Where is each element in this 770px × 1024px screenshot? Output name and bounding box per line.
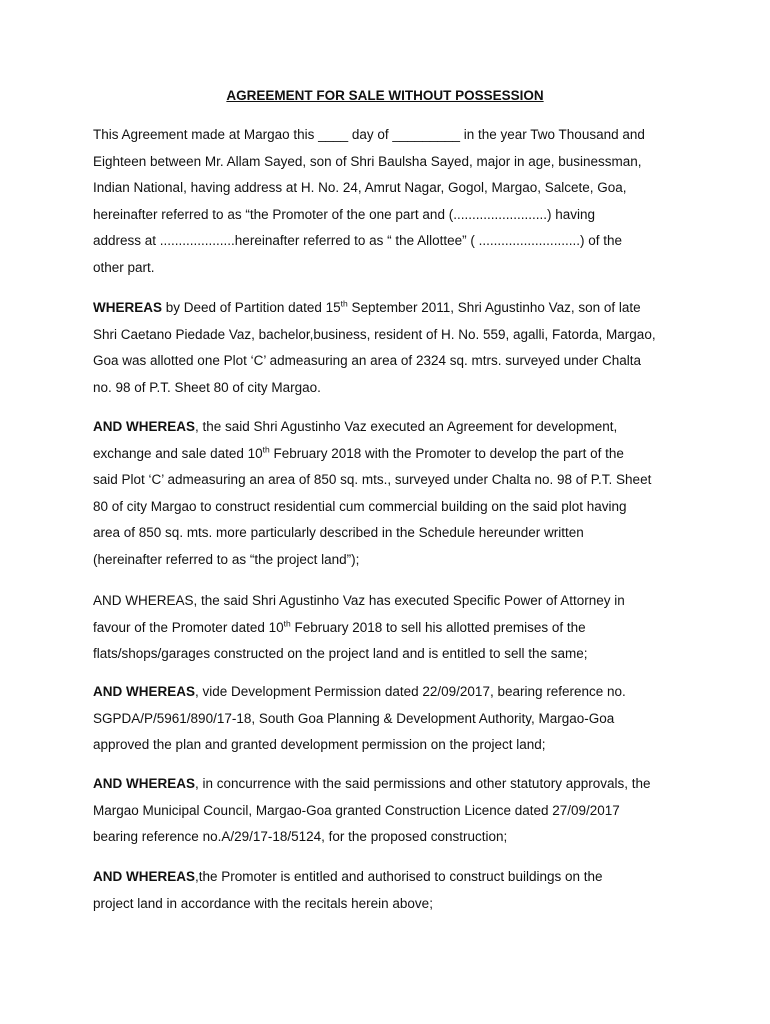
text-line: other part.: [93, 259, 155, 275]
ordinal-suffix: th: [283, 618, 291, 629]
text-line: Indian National, having address at H. No. 24, Amrut Nagar, Gogol, Margao, Salcete, Goa,: [93, 180, 627, 196]
text-segment: exchange and sale dated 10: [93, 445, 263, 461]
text-line: AND WHEREAS, the said Shri Agustinho Vaz has executed Specific Power of Attorney in: [93, 593, 625, 608]
text-line: area of 850 sq. mts. more particularly described in the Schedule hereunder written: [93, 525, 584, 541]
paragraph-whereas-development-permission: [93, 679, 693, 759]
paragraph-whereas-promoter-entitled: [93, 864, 693, 917]
text-line: [93, 771, 693, 798]
clause-lead: AND WHEREAS: [93, 684, 196, 699]
text-line: project land in accordance with the recitals herein above;: [93, 895, 433, 911]
paragraph-whereas-construction-licence: [93, 771, 693, 851]
text-line: bearing reference no.A/29/17-18/5124, for the proposed construction;: [93, 829, 508, 845]
text-line: 80 of city Margao to construct residential cum commercial building on the said plot having: [93, 498, 627, 514]
text-line: said Plot ‘C’ admeasuring an area of 850 sq. mts., surveyed under Chalta no. 98 of P.T. Sheet: [93, 472, 652, 488]
clause-lead: WHEREAS: [93, 300, 163, 315]
text-line: Eighteen between Mr. Allam Sayed, son of Shri Baulsha Sayed, major in age, businessman,: [93, 153, 642, 169]
text-segment: , vide Development Permission dated 22/09/2017, bearing reference no.: [195, 684, 626, 699]
text-line: flats/shops/garages constructed on the project land and is entitled to sell the same;: [93, 646, 588, 662]
text-line: address at ....................hereinafter referred to as “ the Allottee” ( ...........................) of the: [93, 233, 622, 249]
paragraph-whereas-power-of-attorney: [93, 588, 693, 668]
text-line: This Agreement made at Margao this ____ day of _________ in the year Two Thousand and: [93, 127, 645, 142]
text-line: [93, 864, 693, 891]
text-segment: , the said Shri Agustinho Vaz executed an Agreement for development,: [195, 419, 618, 434]
text-line: approved the plan and granted development permission on the project land;: [93, 737, 546, 753]
clause-lead: AND WHEREAS: [93, 869, 196, 884]
text-line: [93, 441, 693, 468]
text-line: hereinafter referred to as “the Promoter of the one part and (.........................) having: [93, 206, 595, 222]
text-line: (hereinafter referred to as “the project land”);: [93, 551, 360, 567]
ordinal-suffix: th: [340, 298, 348, 309]
clause-lead: AND WHEREAS: [93, 776, 196, 791]
paragraph-whereas-development-agreement: [93, 414, 693, 574]
text-segment: by Deed of Partition dated 15: [162, 300, 341, 315]
paragraph-preamble: [93, 122, 693, 282]
document-title: AGREEMENT FOR SALE WITHOUT POSSESSION: [226, 88, 544, 103]
paragraph-whereas-partition: [93, 295, 693, 401]
text-segment: , in concurrence with the said permissions and other statutory approvals, the: [195, 776, 651, 791]
text-segment: September 2011, Shri Agustinho Vaz, son of late: [347, 300, 641, 315]
text-line: [93, 295, 693, 322]
ordinal-suffix: th: [262, 444, 270, 455]
text-segment: February 2018 with the Promoter to develop the part of the: [269, 445, 624, 461]
text-line: [93, 679, 693, 706]
clause-lead: AND WHEREAS: [93, 419, 196, 434]
text-line: Margao Municipal Council, Margao-Goa granted Construction Licence dated 27/09/2017: [93, 802, 620, 818]
text-line: no. 98 of P.T. Sheet 80 of city Margao.: [93, 379, 321, 395]
text-line: [93, 414, 693, 441]
text-line: SGPDA/P/5961/890/17-18, South Goa Planning & Development Authority, Margao-Goa: [93, 710, 615, 726]
text-segment: favour of the Promoter dated 10: [93, 619, 284, 635]
text-segment: ,the Promoter is entitled and authorised to construct buildings on the: [195, 869, 603, 884]
text-line: Goa was allotted one Plot ‘C’ admeasuring an area of 2324 sq. mtrs. surveyed under Chalta: [93, 353, 642, 369]
text-line: Shri Caetano Piedade Vaz, bachelor,business, resident of H. No. 559, agalli, Fatorda, Margao,: [93, 326, 656, 342]
text-segment: February 2018 to sell his allotted premises of the: [290, 619, 586, 635]
text-line: [93, 615, 693, 642]
